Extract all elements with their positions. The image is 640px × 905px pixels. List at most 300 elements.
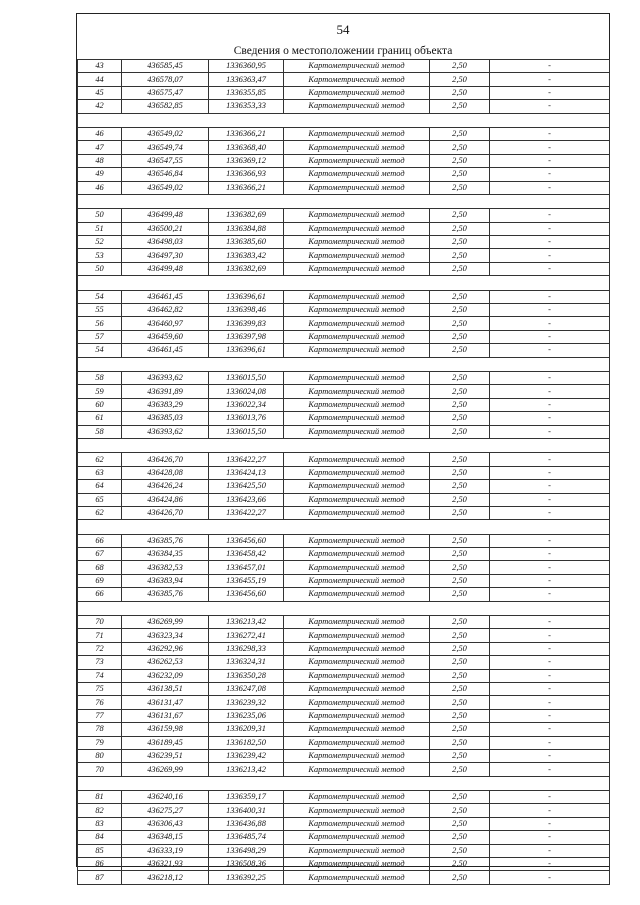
page-number: 54 (336, 22, 350, 37)
separator-cell (490, 113, 610, 127)
point-number-cell: 63 (78, 466, 122, 479)
point-number-cell: 60 (78, 398, 122, 411)
point-number-cell: 84 (78, 831, 122, 844)
table-row (78, 669, 610, 682)
point-number-cell: 78 (78, 723, 122, 736)
table-row (78, 181, 610, 194)
separator-cell (209, 357, 284, 371)
accuracy-cell: 2,50 (430, 682, 490, 695)
method-cell: Картометрический метод (284, 736, 430, 749)
y-coordinate-cell: 1336366,21 (209, 127, 284, 140)
y-coordinate-cell: 1336436,88 (209, 817, 284, 830)
accuracy-cell: 2,50 (430, 154, 490, 167)
y-coordinate-cell: 1336235,06 (209, 709, 284, 722)
separator-cell (122, 276, 209, 290)
accuracy-cell: 2,50 (430, 844, 490, 857)
y-coordinate-cell: 1336366,93 (209, 168, 284, 181)
y-coordinate-cell: 1336359,17 (209, 791, 284, 804)
x-coordinate-cell: 436582,85 (122, 100, 209, 113)
y-coordinate-cell: 1336022,34 (209, 398, 284, 411)
accuracy-cell: 2,50 (430, 412, 490, 425)
separator-cell (430, 438, 490, 452)
x-coordinate-cell: 436262,53 (122, 656, 209, 669)
point-number-cell: 81 (78, 791, 122, 804)
separator-cell (78, 194, 122, 208)
y-coordinate-cell: 1336350,28 (209, 669, 284, 682)
point-number-cell: 72 (78, 642, 122, 655)
x-coordinate-cell: 436131,67 (122, 709, 209, 722)
y-coordinate-cell: 1336213,42 (209, 616, 284, 629)
separator-cell (209, 438, 284, 452)
separator-cell (78, 601, 122, 615)
table-row (78, 425, 610, 438)
separator-cell (209, 601, 284, 615)
accuracy-cell: 2,50 (430, 168, 490, 181)
group-separator-row (78, 520, 610, 534)
x-coordinate-cell: 436385,76 (122, 534, 209, 547)
description-cell: - (490, 817, 610, 830)
method-cell: Картометрический метод (284, 682, 430, 695)
description-cell: - (490, 548, 610, 561)
point-number-cell: 50 (78, 209, 122, 222)
separator-cell (78, 113, 122, 127)
description-cell: - (490, 344, 610, 357)
method-cell: Картометрический метод (284, 804, 430, 817)
description-cell: - (490, 412, 610, 425)
table-row (78, 709, 610, 722)
table-row (78, 330, 610, 343)
x-coordinate-cell: 436292,96 (122, 642, 209, 655)
point-number-cell: 73 (78, 656, 122, 669)
separator-cell (430, 601, 490, 615)
method-cell: Картометрический метод (284, 871, 430, 884)
table-row (78, 629, 610, 642)
method-cell: Картометрический метод (284, 398, 430, 411)
accuracy-cell: 2,50 (430, 466, 490, 479)
x-coordinate-cell: 436391,89 (122, 385, 209, 398)
table-row (78, 154, 610, 167)
accuracy-cell: 2,50 (430, 262, 490, 275)
method-cell: Картометрический метод (284, 262, 430, 275)
method-cell: Картометрический метод (284, 493, 430, 506)
accuracy-cell: 2,50 (430, 561, 490, 574)
method-cell: Картометрический метод (284, 749, 430, 762)
x-coordinate-cell: 436578,07 (122, 73, 209, 86)
y-coordinate-cell: 1336382,69 (209, 262, 284, 275)
accuracy-cell: 2,50 (430, 763, 490, 776)
y-coordinate-cell: 1336456,60 (209, 534, 284, 547)
y-coordinate-cell: 1336456,60 (209, 588, 284, 601)
accuracy-cell: 2,50 (430, 425, 490, 438)
y-coordinate-cell: 1336423,66 (209, 493, 284, 506)
coordinates-table (77, 59, 610, 885)
point-number-cell: 75 (78, 682, 122, 695)
table-row (78, 791, 610, 804)
y-coordinate-cell: 1336013,76 (209, 412, 284, 425)
description-cell: - (490, 736, 610, 749)
point-number-cell: 67 (78, 548, 122, 561)
x-coordinate-cell: 436585,45 (122, 60, 209, 73)
x-coordinate-cell: 436275,27 (122, 804, 209, 817)
description-cell: - (490, 616, 610, 629)
table-row (78, 831, 610, 844)
table-row (78, 385, 610, 398)
y-coordinate-cell: 1336422,27 (209, 453, 284, 466)
table-row (78, 480, 610, 493)
accuracy-cell: 2,50 (430, 236, 490, 249)
method-cell: Картометрический метод (284, 249, 430, 262)
point-number-cell: 55 (78, 304, 122, 317)
method-cell: Картометрический метод (284, 371, 430, 384)
method-cell: Картометрический метод (284, 480, 430, 493)
separator-cell (78, 357, 122, 371)
accuracy-cell: 2,50 (430, 871, 490, 884)
x-coordinate-cell: 436323,34 (122, 629, 209, 642)
point-number-cell: 74 (78, 669, 122, 682)
method-cell: Картометрический метод (284, 304, 430, 317)
method-cell: Картометрический метод (284, 548, 430, 561)
table-row (78, 304, 610, 317)
description-cell: - (490, 763, 610, 776)
method-cell: Картометрический метод (284, 290, 430, 303)
group-separator-row (78, 113, 610, 127)
y-coordinate-cell: 1336213,42 (209, 763, 284, 776)
description-cell: - (490, 844, 610, 857)
y-coordinate-cell: 1336422,27 (209, 506, 284, 519)
separator-cell (284, 776, 430, 790)
table-row (78, 506, 610, 519)
method-cell: Картометрический метод (284, 669, 430, 682)
separator-cell (430, 776, 490, 790)
point-number-cell: 43 (78, 60, 122, 73)
method-cell: Картометрический метод (284, 574, 430, 587)
point-number-cell: 42 (78, 100, 122, 113)
method-cell: Картометрический метод (284, 588, 430, 601)
group-separator-row (78, 438, 610, 452)
separator-cell (122, 113, 209, 127)
x-coordinate-cell: 436382,53 (122, 561, 209, 574)
point-number-cell: 50 (78, 262, 122, 275)
accuracy-cell: 2,50 (430, 385, 490, 398)
accuracy-cell: 2,50 (430, 534, 490, 547)
table-row (78, 736, 610, 749)
accuracy-cell: 2,50 (430, 791, 490, 804)
description-cell: - (490, 100, 610, 113)
table-row (78, 574, 610, 587)
point-number-cell: 70 (78, 616, 122, 629)
separator-cell (490, 194, 610, 208)
x-coordinate-cell: 436384,35 (122, 548, 209, 561)
method-cell: Картометрический метод (284, 412, 430, 425)
table-row (78, 371, 610, 384)
method-cell: Картометрический метод (284, 844, 430, 857)
description-cell: - (490, 561, 610, 574)
group-separator-row (78, 601, 610, 615)
separator-cell (490, 520, 610, 534)
y-coordinate-cell: 1336425,50 (209, 480, 284, 493)
separator-cell (122, 776, 209, 790)
method-cell: Картометрический метод (284, 858, 430, 871)
accuracy-cell: 2,50 (430, 371, 490, 384)
y-coordinate-cell: 1336024,08 (209, 385, 284, 398)
point-number-cell: 58 (78, 425, 122, 438)
separator-cell (209, 194, 284, 208)
separator-cell (284, 357, 430, 371)
accuracy-cell: 2,50 (430, 141, 490, 154)
x-coordinate-cell: 436461,45 (122, 344, 209, 357)
method-cell: Картометрический метод (284, 330, 430, 343)
accuracy-cell: 2,50 (430, 588, 490, 601)
accuracy-cell: 2,50 (430, 669, 490, 682)
table-row (78, 723, 610, 736)
method-cell: Картометрический метод (284, 168, 430, 181)
method-cell: Картометрический метод (284, 616, 430, 629)
accuracy-cell: 2,50 (430, 290, 490, 303)
x-coordinate-cell: 436498,03 (122, 236, 209, 249)
x-coordinate-cell: 436499,48 (122, 262, 209, 275)
method-cell: Картометрический метод (284, 466, 430, 479)
x-coordinate-cell: 436459,60 (122, 330, 209, 343)
description-cell: - (490, 831, 610, 844)
point-number-cell: 58 (78, 371, 122, 384)
y-coordinate-cell: 1336399,83 (209, 317, 284, 330)
description-cell: - (490, 480, 610, 493)
x-coordinate-cell: 436460,97 (122, 317, 209, 330)
table-row (78, 317, 610, 330)
x-coordinate-cell: 436240,16 (122, 791, 209, 804)
x-coordinate-cell: 436424,86 (122, 493, 209, 506)
point-number-cell: 62 (78, 506, 122, 519)
section-caption: Сведения о местоположении границ объекта (233, 45, 453, 57)
y-coordinate-cell: 1336457,01 (209, 561, 284, 574)
accuracy-cell: 2,50 (430, 86, 490, 99)
accuracy-cell: 2,50 (430, 736, 490, 749)
y-coordinate-cell: 1336182,50 (209, 736, 284, 749)
method-cell: Картометрический метод (284, 425, 430, 438)
point-number-cell: 76 (78, 696, 122, 709)
separator-cell (209, 776, 284, 790)
method-cell: Картометрический метод (284, 791, 430, 804)
y-coordinate-cell: 1336369,12 (209, 154, 284, 167)
method-cell: Картометрический метод (284, 723, 430, 736)
x-coordinate-cell: 436269,99 (122, 616, 209, 629)
point-number-cell: 56 (78, 317, 122, 330)
group-separator-row (78, 357, 610, 371)
point-number-cell: 44 (78, 73, 122, 86)
x-coordinate-cell: 436549,74 (122, 141, 209, 154)
description-cell: - (490, 181, 610, 194)
description-cell: - (490, 236, 610, 249)
x-coordinate-cell: 436321,93 (122, 858, 209, 871)
description-cell: - (490, 209, 610, 222)
description-cell: - (490, 290, 610, 303)
separator-cell (78, 776, 122, 790)
accuracy-cell: 2,50 (430, 506, 490, 519)
table-row (78, 534, 610, 547)
accuracy-cell: 2,50 (430, 696, 490, 709)
separator-cell (209, 276, 284, 290)
table-row (78, 398, 610, 411)
table-row (78, 453, 610, 466)
accuracy-cell: 2,50 (430, 709, 490, 722)
description-cell: - (490, 656, 610, 669)
separator-cell (284, 601, 430, 615)
group-separator-row (78, 276, 610, 290)
separator-cell (284, 438, 430, 452)
point-number-cell: 54 (78, 290, 122, 303)
separator-cell (122, 601, 209, 615)
separator-cell (430, 194, 490, 208)
table-row (78, 858, 610, 871)
point-number-cell: 46 (78, 181, 122, 194)
description-cell: - (490, 749, 610, 762)
x-coordinate-cell: 436306,43 (122, 817, 209, 830)
y-coordinate-cell: 1336209,31 (209, 723, 284, 736)
description-cell: - (490, 629, 610, 642)
accuracy-cell: 2,50 (430, 100, 490, 113)
table-row (78, 222, 610, 235)
point-number-cell: 49 (78, 168, 122, 181)
separator-cell (430, 113, 490, 127)
accuracy-cell: 2,50 (430, 209, 490, 222)
accuracy-cell: 2,50 (430, 817, 490, 830)
accuracy-cell: 2,50 (430, 723, 490, 736)
y-coordinate-cell: 1336324,31 (209, 656, 284, 669)
table-row (78, 696, 610, 709)
x-coordinate-cell: 436218,12 (122, 871, 209, 884)
y-coordinate-cell: 1336385,60 (209, 236, 284, 249)
point-number-cell: 65 (78, 493, 122, 506)
table-row (78, 100, 610, 113)
x-coordinate-cell: 436393,62 (122, 371, 209, 384)
description-cell: - (490, 385, 610, 398)
separator-cell (284, 113, 430, 127)
point-number-cell: 79 (78, 736, 122, 749)
separator-cell (490, 438, 610, 452)
description-cell: - (490, 588, 610, 601)
description-cell: - (490, 398, 610, 411)
separator-cell (490, 601, 610, 615)
point-number-cell: 71 (78, 629, 122, 642)
point-number-cell: 77 (78, 709, 122, 722)
separator-cell (490, 357, 610, 371)
point-number-cell: 52 (78, 236, 122, 249)
table-row (78, 844, 610, 857)
method-cell: Картометрический метод (284, 534, 430, 547)
point-number-cell: 69 (78, 574, 122, 587)
description-cell: - (490, 60, 610, 73)
y-coordinate-cell: 1336424,13 (209, 466, 284, 479)
separator-cell (430, 357, 490, 371)
table-row (78, 209, 610, 222)
point-number-cell: 80 (78, 749, 122, 762)
y-coordinate-cell: 1336360,95 (209, 60, 284, 73)
table-row (78, 290, 610, 303)
separator-cell (78, 276, 122, 290)
accuracy-cell: 2,50 (430, 127, 490, 140)
point-number-cell: 86 (78, 858, 122, 871)
description-cell: - (490, 709, 610, 722)
table-row (78, 466, 610, 479)
y-coordinate-cell: 1336272,41 (209, 629, 284, 642)
x-coordinate-cell: 436426,70 (122, 453, 209, 466)
separator-cell (284, 194, 430, 208)
point-number-cell: 64 (78, 480, 122, 493)
description-cell: - (490, 574, 610, 587)
y-coordinate-cell: 1336368,40 (209, 141, 284, 154)
table-row (78, 871, 610, 884)
method-cell: Картометрический метод (284, 317, 430, 330)
method-cell: Картометрический метод (284, 561, 430, 574)
accuracy-cell: 2,50 (430, 656, 490, 669)
x-coordinate-cell: 436138,51 (122, 682, 209, 695)
y-coordinate-cell: 1336398,46 (209, 304, 284, 317)
method-cell: Картометрический метод (284, 629, 430, 642)
table-row (78, 141, 610, 154)
separator-cell (490, 276, 610, 290)
separator-cell (122, 438, 209, 452)
x-coordinate-cell: 436383,29 (122, 398, 209, 411)
accuracy-cell: 2,50 (430, 222, 490, 235)
method-cell: Картометрический метод (284, 696, 430, 709)
point-number-cell: 46 (78, 127, 122, 140)
accuracy-cell: 2,50 (430, 831, 490, 844)
x-coordinate-cell: 436385,03 (122, 412, 209, 425)
table-row (78, 656, 610, 669)
y-coordinate-cell: 1336015,50 (209, 371, 284, 384)
description-cell: - (490, 723, 610, 736)
x-coordinate-cell: 436461,45 (122, 290, 209, 303)
description-cell: - (490, 534, 610, 547)
accuracy-cell: 2,50 (430, 304, 490, 317)
accuracy-cell: 2,50 (430, 858, 490, 871)
description-cell: - (490, 642, 610, 655)
description-cell: - (490, 330, 610, 343)
method-cell: Картометрический метод (284, 222, 430, 235)
method-cell: Картометрический метод (284, 181, 430, 194)
table-row (78, 236, 610, 249)
table-row (78, 262, 610, 275)
point-number-cell: 82 (78, 804, 122, 817)
document-page (76, 13, 610, 882)
table-row (78, 763, 610, 776)
table-row (78, 249, 610, 262)
y-coordinate-cell: 1336396,61 (209, 290, 284, 303)
table-row (78, 588, 610, 601)
group-separator-row (78, 194, 610, 208)
point-number-cell: 85 (78, 844, 122, 857)
x-coordinate-cell: 436462,82 (122, 304, 209, 317)
table-row (78, 344, 610, 357)
separator-cell (78, 438, 122, 452)
point-number-cell: 83 (78, 817, 122, 830)
point-number-cell: 70 (78, 763, 122, 776)
table-row (78, 548, 610, 561)
table-row (78, 73, 610, 86)
x-coordinate-cell: 436131,47 (122, 696, 209, 709)
accuracy-cell: 2,50 (430, 749, 490, 762)
table-row (78, 561, 610, 574)
y-coordinate-cell: 1336298,33 (209, 642, 284, 655)
accuracy-cell: 2,50 (430, 453, 490, 466)
point-number-cell: 66 (78, 534, 122, 547)
point-number-cell: 47 (78, 141, 122, 154)
y-coordinate-cell: 1336382,69 (209, 209, 284, 222)
description-cell: - (490, 304, 610, 317)
point-number-cell: 53 (78, 249, 122, 262)
x-coordinate-cell: 436383,94 (122, 574, 209, 587)
point-number-cell: 57 (78, 330, 122, 343)
